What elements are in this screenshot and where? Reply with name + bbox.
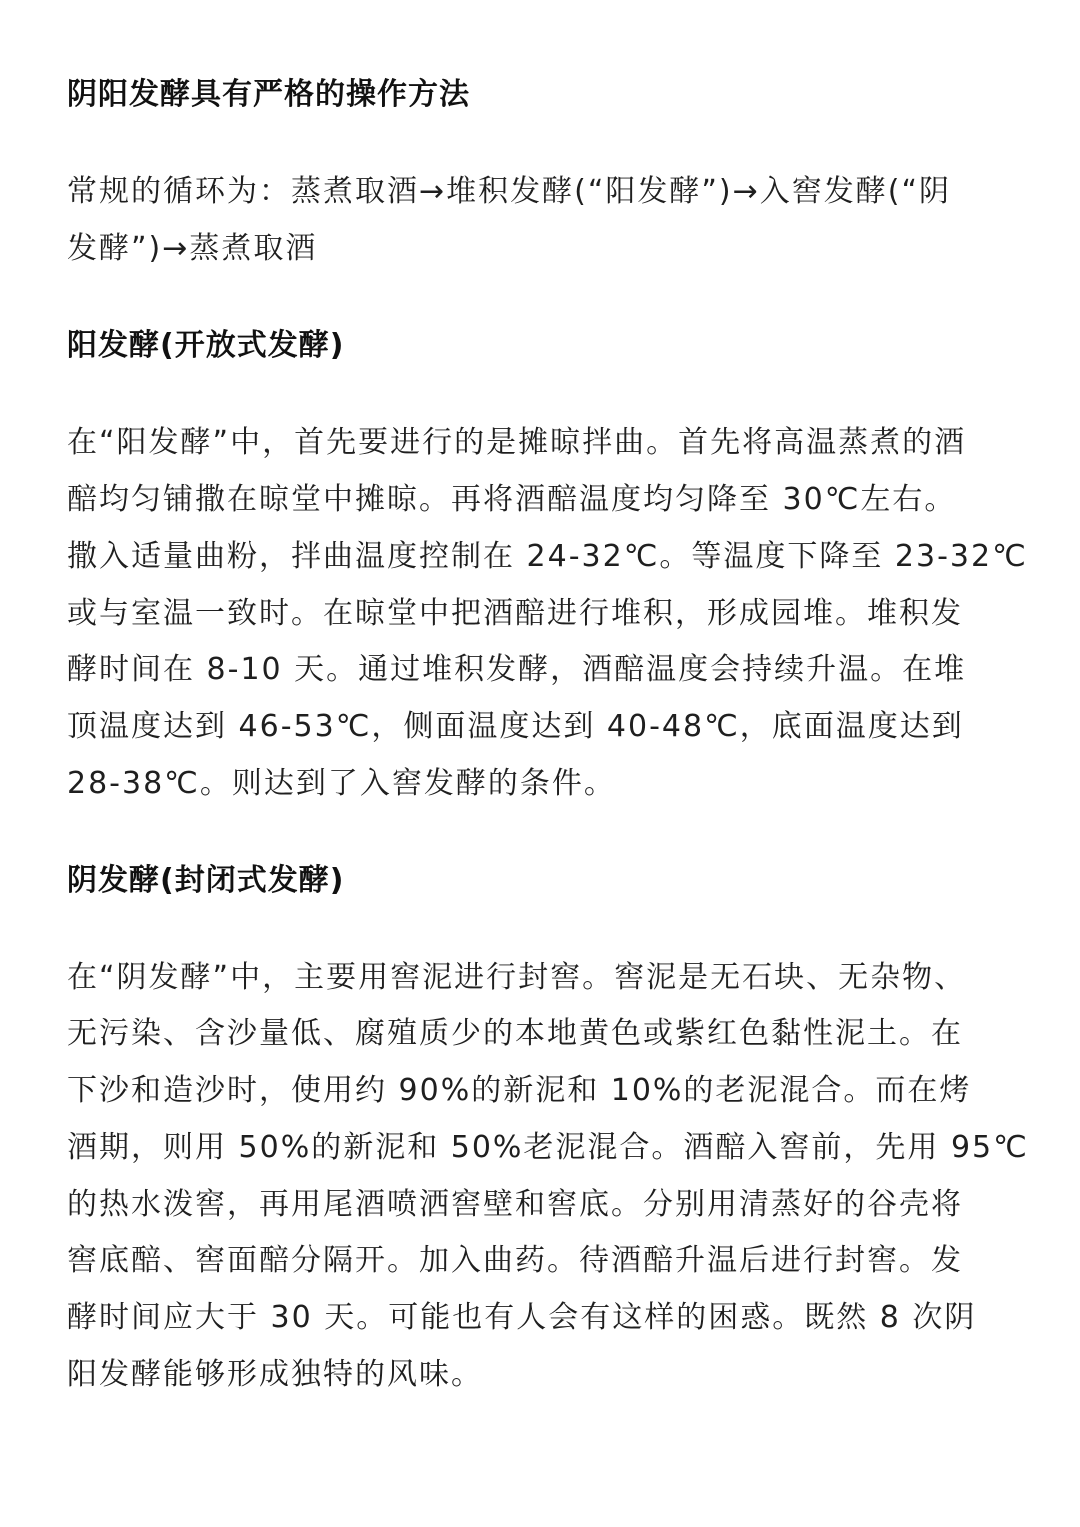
document-title: 阴阳发酵具有严格的操作方法 [67,77,470,112]
paragraph-line: 撒入适量曲粉，拌曲温度控制在 24-32℃。等温度下降至 23-32℃ [67,539,1028,574]
paragraph-line: 顶温度达到 46-53℃，侧面温度达到 40-48℃，底面温度达到 [67,709,964,744]
paragraph-line: 酒期，则用 50%的新泥和 50%老泥混合。酒醅入窖前，先用 95℃ [67,1130,1029,1165]
paragraph-line: 酵时间应大于 30 天。可能也有人会有这样的困惑。既然 8 次阴 [67,1300,977,1335]
paragraph-line: 28-38℃。则达到了入窖发酵的条件。 [67,766,616,801]
paragraph-line: 的热水泼窖，再用尾酒喷洒窖壁和窖底。分别用清蒸好的谷壳将 [67,1187,963,1222]
paragraph-line: 酵时间在 8-10 天。通过堆积发酵，酒醅温度会持续升温。在堆 [67,652,967,687]
section-heading-yin: 阴发酵(封闭式发酵) [67,863,345,898]
paragraph-line: 醅均匀铺撒在晾堂中摊晾。再将酒醅温度均匀降至 30℃左右。 [67,482,957,517]
paragraph-line: 在“阳发酵”中，首先要进行的是摊晾拌曲。首先将高温蒸煮的酒 [67,425,967,460]
intro-line: 发酵”)→蒸煮取酒 [67,231,318,266]
paragraph-line: 在“阴发酵”中，主要用窖泥进行封窖。窖泥是无石块、无杂物、 [67,960,967,995]
paragraph-line: 或与室温一致时。在晾堂中把酒醅进行堆积，形成园堆。堆积发 [67,596,963,631]
intro-line: 常规的循环为：蒸煮取酒→堆积发酵(“阳发酵”)→入窖发酵(“阴 [67,174,952,209]
paragraph-line: 窖底醅、窖面醅分隔开。加入曲药。待酒醅升温后进行封窖。发 [67,1243,963,1278]
paragraph-line: 无污染、含沙量低、腐殖质少的本地黄色或紫红色黏性泥土。在 [67,1016,963,1051]
section-heading-yang: 阳发酵(开放式发酵) [67,328,345,363]
paragraph-line: 阳发酵能够形成独特的风味。 [67,1357,483,1392]
paragraph-line: 下沙和造沙时，使用约 90%的新泥和 10%的老泥混合。而在烤 [67,1073,972,1108]
